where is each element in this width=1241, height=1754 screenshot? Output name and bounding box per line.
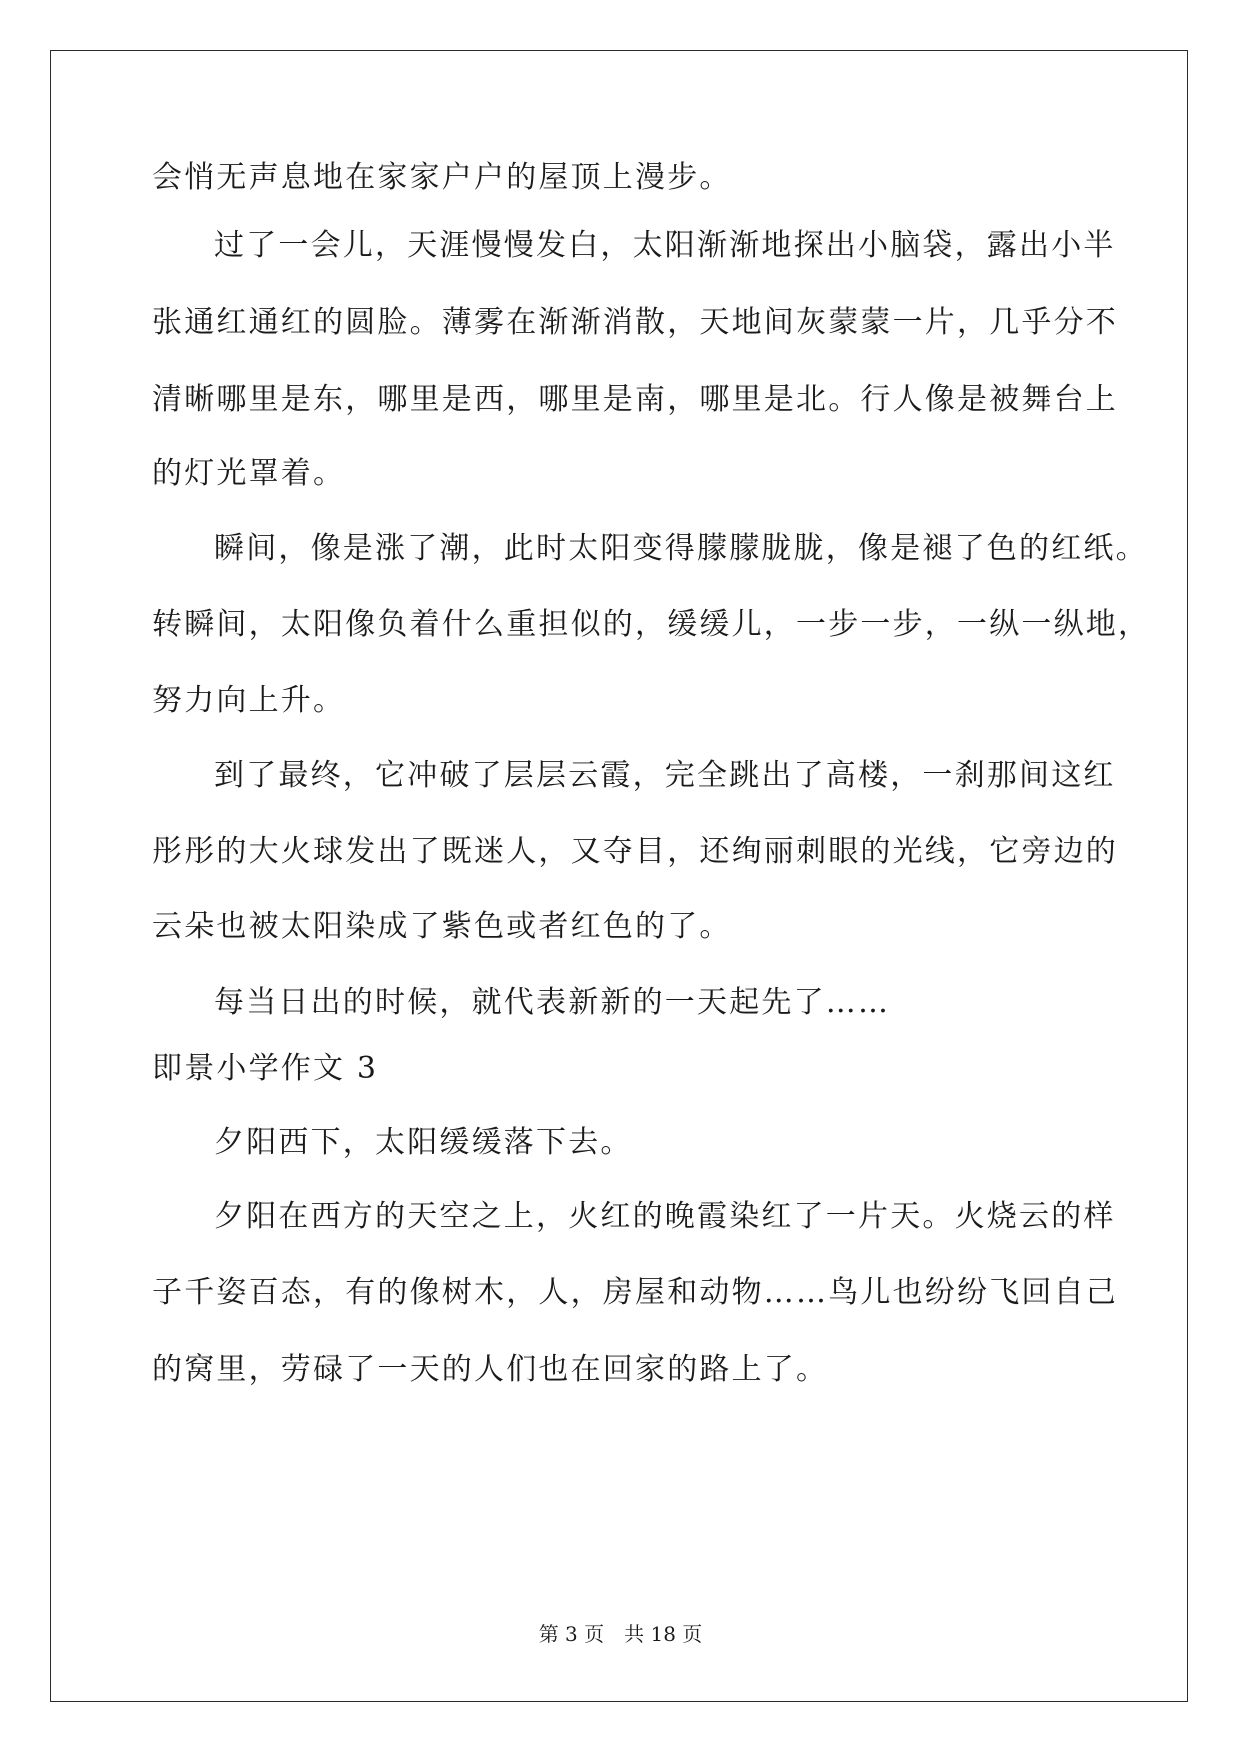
text-line: 云朵也被太阳染成了紫色或者红色的了。: [152, 909, 732, 944]
text-line: 的灯光罩着。: [152, 456, 346, 491]
text-line: 的窝里，劳碌了一天的人们也在回家的路上了。: [152, 1352, 829, 1387]
section-heading: 即景小学作文 3: [152, 1051, 379, 1086]
page-footer: [0, 1622, 1241, 1646]
page-border: [50, 50, 1188, 1702]
text-line: 转瞬间，太阳像负着什么重担似的，缓缓儿，一步一步，一纵一纵地，: [152, 607, 1151, 642]
page-total: 共 18 页: [624, 1622, 703, 1646]
text-line: 子千姿百态，有的像树木，人，房屋和动物……鸟儿也纷纷飞回自己: [152, 1275, 1118, 1310]
text-line: 过了一会儿，天涯慢慢发白，太阳渐渐地探出小脑袋，露出小半: [214, 228, 1116, 263]
text-line: 清晰哪里是东，哪里是西，哪里是南，哪里是北。行人像是被舞台上: [152, 382, 1118, 417]
text-line: 彤彤的大火球发出了既迷人，又夺目，还绚丽刺眼的光线，它旁边的: [152, 834, 1118, 869]
text-line: 到了最终，它冲破了层层云霞，完全跳出了高楼，一刹那间这红: [214, 758, 1116, 793]
text-line: 张通红通红的圆脸。薄雾在渐渐消散，天地间灰蒙蒙一片，几乎分不: [152, 305, 1118, 340]
text-line: 每当日出的时候，就代表新新的一天起先了……: [214, 985, 891, 1020]
text-line: 努力向上升。: [152, 683, 346, 718]
text-line: 夕阳在西方的天空之上，火红的晚霞染红了一片天。火烧云的样: [214, 1199, 1116, 1234]
text-line: 夕阳西下，太阳缓缓落下去。: [214, 1125, 633, 1160]
page-number: 第 3 页: [538, 1622, 605, 1646]
text-line: 瞬间，像是涨了潮，此时太阳变得朦朦胧胧，像是褪了色的红纸。: [214, 531, 1148, 566]
text-line: 会悄无声息地在家家户户的屋顶上漫步。: [152, 160, 732, 195]
